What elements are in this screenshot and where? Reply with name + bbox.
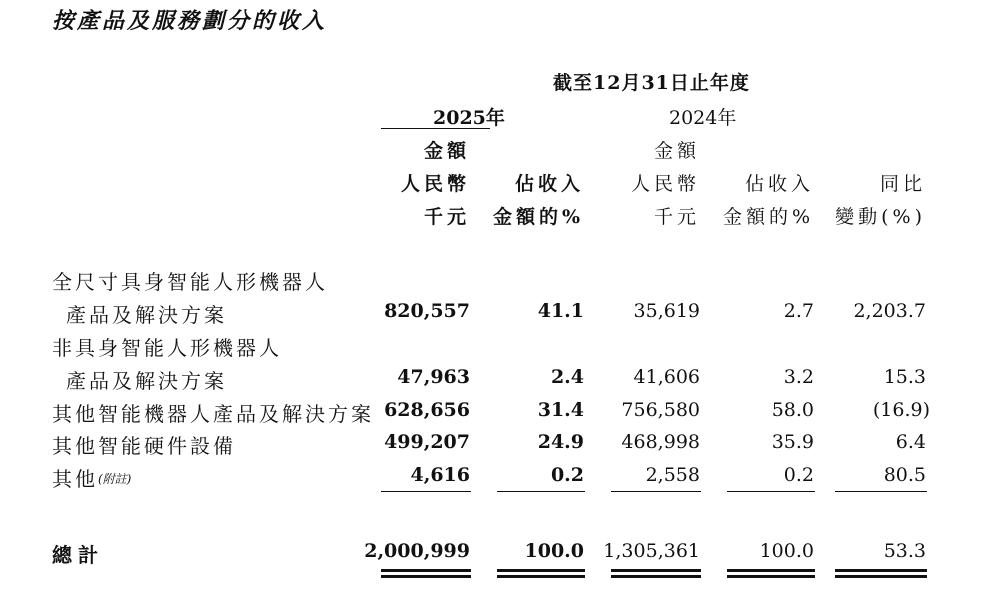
row5-amt2024: 2,558 xyxy=(645,464,700,486)
row3-label: 其他智能機器人產品及解決方案 xyxy=(52,402,374,426)
total-label: 總計 xyxy=(52,543,104,567)
period-header: 截至12月31日止年度 xyxy=(553,72,750,94)
row2-pct2024: 3.2 xyxy=(783,366,814,388)
row2-label-line2: 產品及解決方案 xyxy=(66,369,227,393)
page-title: 按產品及服務劃分的收入 xyxy=(52,8,328,34)
row4-pct2024: 35.9 xyxy=(771,431,814,453)
col1-line3: 千元 xyxy=(423,206,470,228)
col3-line2: 人民幣 xyxy=(630,173,700,195)
row1-amt2024: 35,619 xyxy=(633,300,700,322)
row3-amt2025: 628,656 xyxy=(384,399,470,421)
row3-pct2024: 58.0 xyxy=(771,399,814,421)
row4-amt2024: 468,998 xyxy=(621,431,700,453)
total-double-rule-col5 xyxy=(835,569,927,578)
col4-line2: 金額的% xyxy=(722,206,814,228)
row1-pct2024: 2.7 xyxy=(783,300,814,322)
subtotal-rule-col2 xyxy=(497,491,585,492)
row3-amt2024: 756,580 xyxy=(621,399,700,421)
total-double-rule-col2 xyxy=(497,569,585,578)
subtotal-rule-col4 xyxy=(727,491,815,492)
row5-label-text: 其他 xyxy=(52,467,98,491)
subtotal-rule-col3 xyxy=(611,491,701,492)
col3-line1: 金額 xyxy=(653,140,700,162)
row2-amt2024: 41,606 xyxy=(633,366,700,388)
total-yoy: 53.3 xyxy=(883,540,926,562)
total-amt2024: 1,305,361 xyxy=(603,540,700,562)
total-amt2025: 2,000,999 xyxy=(364,540,470,562)
row2-label-line1: 非具身智能人形機器人 xyxy=(52,336,282,360)
row2-pct2025: 2.4 xyxy=(550,366,584,388)
row5-note: (附註) xyxy=(98,472,132,486)
total-double-rule-col4 xyxy=(727,569,815,578)
row5-yoy: 80.5 xyxy=(883,464,926,486)
row5-pct2025: 0.2 xyxy=(550,464,584,486)
row4-yoy: 6.4 xyxy=(895,431,926,453)
col2-line2: 金額的% xyxy=(492,206,584,228)
year-2024-header: 2024年 xyxy=(669,107,737,129)
col4-line1: 佔收入 xyxy=(744,173,814,195)
row1-yoy: 2,203.7 xyxy=(853,300,926,322)
col3-line3: 千元 xyxy=(653,206,700,228)
row4-label: 其他智能硬件設備 xyxy=(52,434,236,458)
row1-label-line2: 產品及解決方案 xyxy=(66,303,227,327)
row5-label xyxy=(52,463,131,492)
col5-line1: 同比 xyxy=(879,173,926,195)
total-pct2024: 100.0 xyxy=(759,540,814,562)
subtotal-rule-col5 xyxy=(835,491,927,492)
col1-line1: 金額 xyxy=(423,140,470,162)
year-2025-underline xyxy=(381,128,490,129)
total-double-rule-col3 xyxy=(611,569,701,578)
col2-line1: 佔收入 xyxy=(514,173,584,195)
year-2025-header: 2025年 xyxy=(433,107,505,129)
row1-label-line1: 全尺寸具身智能人形機器人 xyxy=(52,270,328,294)
row2-yoy: 15.3 xyxy=(883,366,926,388)
subtotal-rule-col1 xyxy=(381,491,471,492)
total-pct2025: 100.0 xyxy=(524,540,584,562)
row2-amt2025: 47,963 xyxy=(397,366,470,388)
row5-amt2025: 4,616 xyxy=(410,464,470,486)
row5-pct2024: 0.2 xyxy=(783,464,814,486)
row4-amt2025: 499,207 xyxy=(384,431,470,453)
row1-pct2025: 41.1 xyxy=(537,300,584,322)
total-double-rule-col1 xyxy=(381,569,471,578)
row1-amt2025: 820,557 xyxy=(384,300,470,322)
row3-pct2025: 31.4 xyxy=(537,399,584,421)
row3-yoy: (16.9) xyxy=(872,399,930,421)
row4-pct2025: 24.9 xyxy=(537,431,584,453)
col5-line2: 變動(%) xyxy=(835,206,926,228)
col1-line2: 人民幣 xyxy=(400,173,470,195)
